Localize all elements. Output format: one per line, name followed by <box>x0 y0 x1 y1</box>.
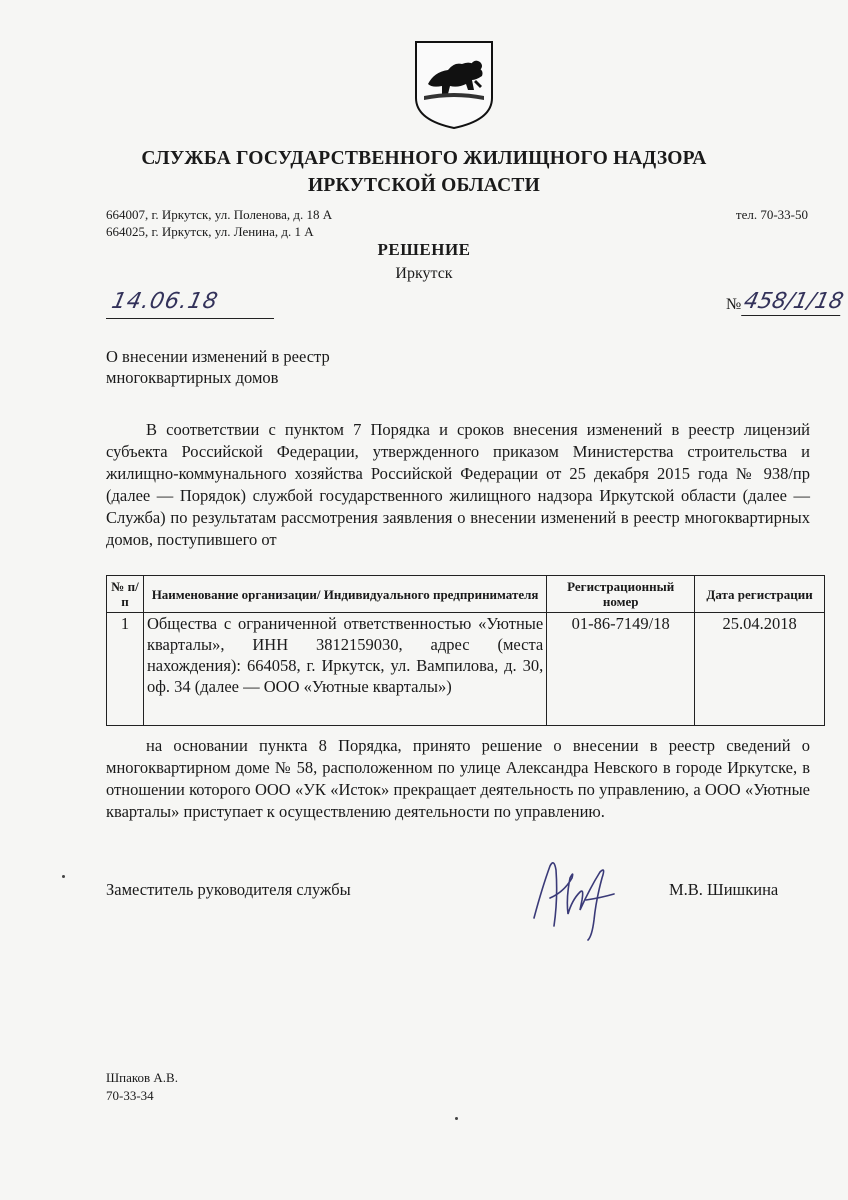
table-row <box>107 613 825 726</box>
agency-phone: тел. 70-33-50 <box>735 207 808 222</box>
cell-reg: 01-86-7149/18 <box>547 613 695 726</box>
subject-line2: многоквартирных домов <box>106 368 279 387</box>
document-subject <box>106 346 330 388</box>
signer-position: Заместитель руководителя службы <box>106 880 351 899</box>
irkutsk-coat-of-arms-icon <box>414 40 494 130</box>
agency-name-line1: СЛУЖБА ГОСУДАРСТВЕННОГО ЖИЛИЩНОГО НАДЗОРА <box>141 148 707 169</box>
handwritten-number: 458/1/18 <box>741 289 846 314</box>
subject-line1: О внесении изменений в реестр <box>106 347 330 366</box>
header-reg: Регистрационный номер <box>547 576 695 613</box>
paragraph-decision <box>106 735 810 823</box>
handwritten-date: 14.06.18 <box>109 289 221 314</box>
header-date: Дата регистрации <box>695 576 825 613</box>
document-city: Иркутск <box>395 265 453 282</box>
signer-name: М.В. Шишкина <box>669 880 779 899</box>
agency-name-line2: ИРКУТСКОЙ ОБЛАСТИ <box>308 175 540 196</box>
number-label: № <box>726 296 742 313</box>
scan-speck <box>455 1117 458 1120</box>
cell-date: 25.04.2018 <box>695 613 825 726</box>
header-org: Наименование организации/ Индивидуального предпринимателя <box>143 576 546 613</box>
scan-speck <box>62 875 65 878</box>
header-num: № п/п <box>107 576 144 613</box>
document-title: РЕШЕНИЕ <box>377 240 471 259</box>
date-underline <box>106 318 274 319</box>
paragraph-decision-text: на основании пункта 8 Порядка, принято решение о внесении в реестр сведений о многоквартирном доме № 58, расположенном по улице Александра Невского в городе Иркутске, в отношении которого ООО «УК «Исток» прекращает деятельность по управлению, а ООО «Уютные кварталы» приступает к осуществлению деятельности по управлению. <box>106 736 810 821</box>
paragraph-intro <box>106 419 810 551</box>
address-line1: 664007, г. Иркутск, ул. Поленова, д. 18 А <box>106 207 333 222</box>
table-header-row <box>107 576 825 613</box>
executor-phone: 70-33-34 <box>106 1088 154 1103</box>
paragraph-intro-text: В соответствии с пунктом 7 Порядка и сроков внесения изменений в реестр лицензий субъекта Российской Федерации, утвержденного приказом Министерства строительства и жилищно-коммунального хозяйства Российской Федерации от 25 декабря 2015 года № 938/пр (далее — Порядок) службой государственного жилищного надзора Иркутской области (далее — Служба) по результатам рассмотрения заявления о внесении изменений в реестр многоквартирных домов, поступившего от <box>106 420 810 549</box>
cell-org: Общества с ограниченной ответственностью «Уютные кварталы», ИНН 3812159030, адрес (места нахождения): 664058, г. Иркутск, ул. Вампилова, д. 30, оф. 34 (далее — ООО «Уютные кварталы») <box>143 613 546 726</box>
executor-name: Шпаков А.В. <box>106 1070 178 1085</box>
handwritten-signature-icon <box>520 848 620 943</box>
registry-table <box>106 575 825 726</box>
address-line2: 664025, г. Иркутск, ул. Ленина, д. 1 А <box>106 224 314 239</box>
cell-num: 1 <box>107 613 144 726</box>
